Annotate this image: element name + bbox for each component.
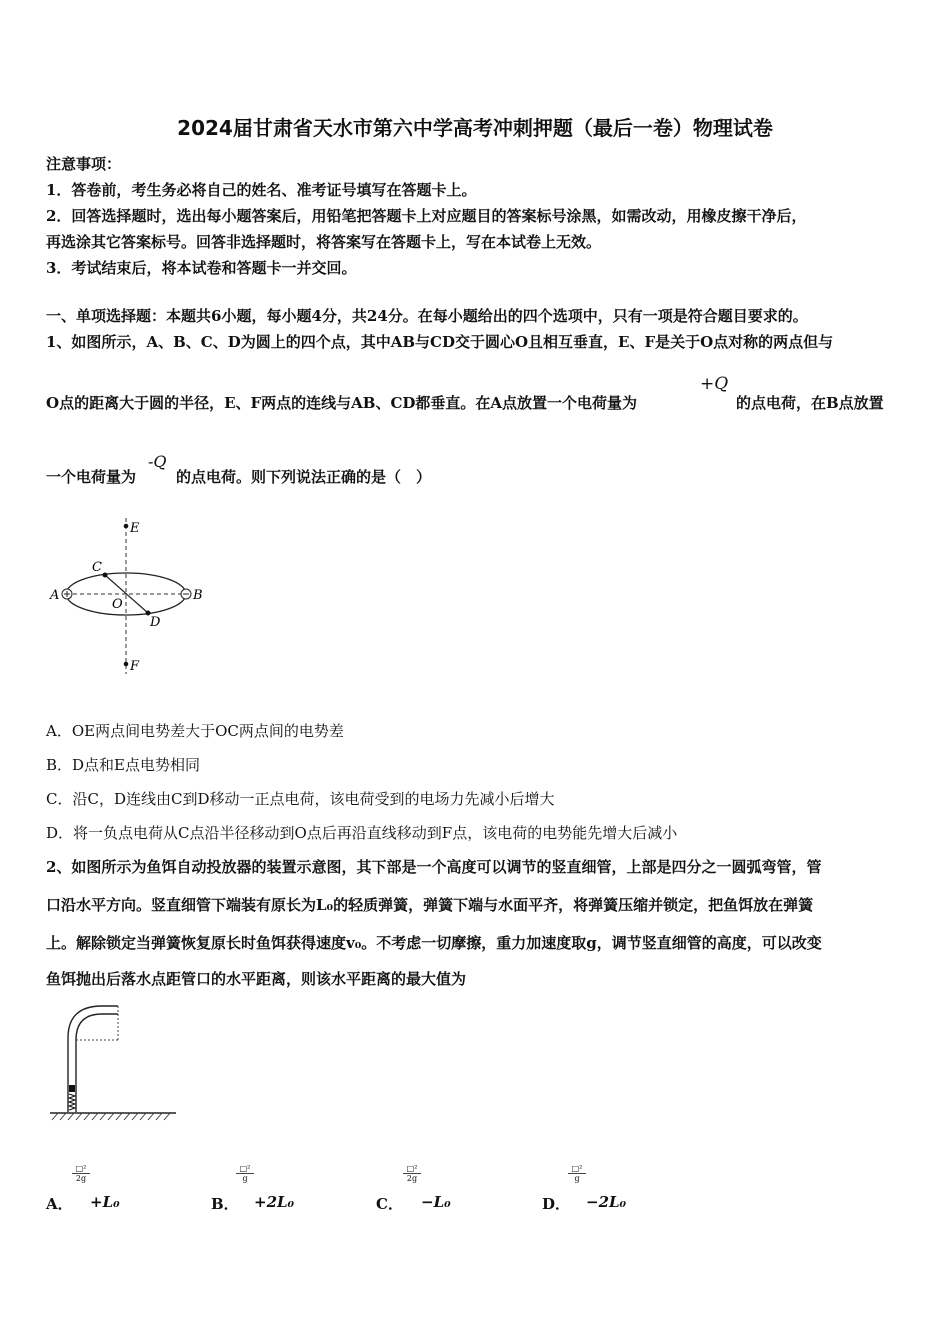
q2-stem-line: 上。解除锁定当弹簧恢复原长时鱼饵获得速度v₀。不考虑一切摩擦，重力加速度取g，调节竖直细管的高度，可以改变 — [46, 934, 822, 952]
q2-option-b-letter: B． — [211, 1195, 239, 1213]
bait-launcher-figure — [46, 1000, 182, 1126]
q1-stem-line: 一个电荷量为 — [46, 468, 137, 486]
label-o: O — [112, 597, 123, 612]
q2-option-d-fraction: □² g — [568, 1164, 586, 1183]
q2-stem-line: 2、如图所示为鱼饵自动投放器的装置示意图，其下部是一个高度可以调节的竖直细管，上部是四分之一圆弧弯管，管 — [46, 858, 822, 876]
q1-stem-line: 的点电荷，在B点放置 — [736, 394, 884, 412]
label-e: E — [130, 521, 140, 536]
q1-option-b: B．D点和E点电势相同 — [46, 756, 200, 774]
page-title: 2024届甘肃省天水市第六中学高考冲刺押题（最后一卷）物理试卷 — [177, 116, 773, 140]
q2-option-c-tail: −L₀ — [421, 1193, 451, 1211]
label-f: F — [130, 659, 140, 674]
q2-option-a-letter: A． — [46, 1195, 73, 1213]
q2-stem-line: 口沿水平方向。竖直细管下端装有原长为L₀的轻质弹簧，弹簧下端与水面平齐，将弹簧压缩并锁定，把鱼饵放在弹簧 — [46, 896, 814, 914]
q2-option-d-letter: D． — [542, 1195, 571, 1213]
q1-stem-line: O点的距离大于圆的半径，E、F两点的连线与AB、CD都垂直。在A点放置一个电荷量为 — [46, 394, 638, 412]
q2-option-c-letter: C． — [376, 1195, 403, 1213]
notice-item: 3．考试结束后，将本试卷和答题卡一并交回。 — [46, 259, 357, 277]
q2-option-a-tail: +L₀ — [90, 1193, 120, 1211]
q2-option-a-fraction: □² 2g — [72, 1164, 90, 1183]
notice-item: 再选涂其它答案标号。回答非选择题时，将答案写在答题卡上，写在本试卷上无效。 — [46, 233, 602, 251]
q2-stem-line: 鱼饵抛出后落水点距管口的水平距离，则该水平距离的最大值为 — [46, 970, 467, 988]
q1-option-d: D．将一负点电荷从C点沿半径移动到O点后再沿直线移动到F点，该电荷的电势能先增大后减小 — [46, 824, 678, 842]
label-a: A — [50, 588, 60, 603]
notice-item: 2．回答选择题时，选出每小题答案后，用铅笔把答题卡上对应题目的答案标号涂黑，如需改动，用橡皮擦干净后， — [46, 207, 807, 225]
label-d: D — [150, 615, 161, 630]
q2-option-b-fraction: □² g — [236, 1164, 254, 1183]
q2-option-c-fraction: □² 2g — [403, 1164, 421, 1183]
q1-option-c: C．沿C，D连线由C到D移动一正点电荷，该电荷受到的电场力先减小后增大 — [46, 790, 555, 808]
q1-stem-line: 的点电荷。则下列说法正确的是（ ） — [176, 468, 432, 486]
charge-positive: +Q — [700, 374, 729, 394]
q2-option-d-tail: −2L₀ — [586, 1193, 627, 1211]
q1-option-a: A．OE两点间电势差大于OC两点间的电势差 — [46, 722, 344, 740]
q1-stem-line: 1、如图所示，A、B、C、D为圆上的四个点，其中AB与CD交于圆心O且相互垂直，E、F是关于O点对称的两点但与 — [46, 333, 834, 351]
q2-option-b-tail: +2L₀ — [254, 1193, 295, 1211]
section-heading: 一、单项选择题：本题共6小题，每小题4分，共24分。在每小题给出的四个选项中，只有一项是符合题目要求的。 — [46, 307, 808, 325]
notice-item: 1．答卷前，考生务必将自己的姓名、准考证号填写在答题卡上。 — [46, 181, 477, 199]
label-c: C — [92, 560, 102, 575]
circle-charge-figure — [44, 514, 224, 678]
charge-negative: -Q — [148, 452, 167, 471]
notice-heading: 注意事项： — [46, 155, 122, 173]
label-b: B — [193, 588, 203, 603]
